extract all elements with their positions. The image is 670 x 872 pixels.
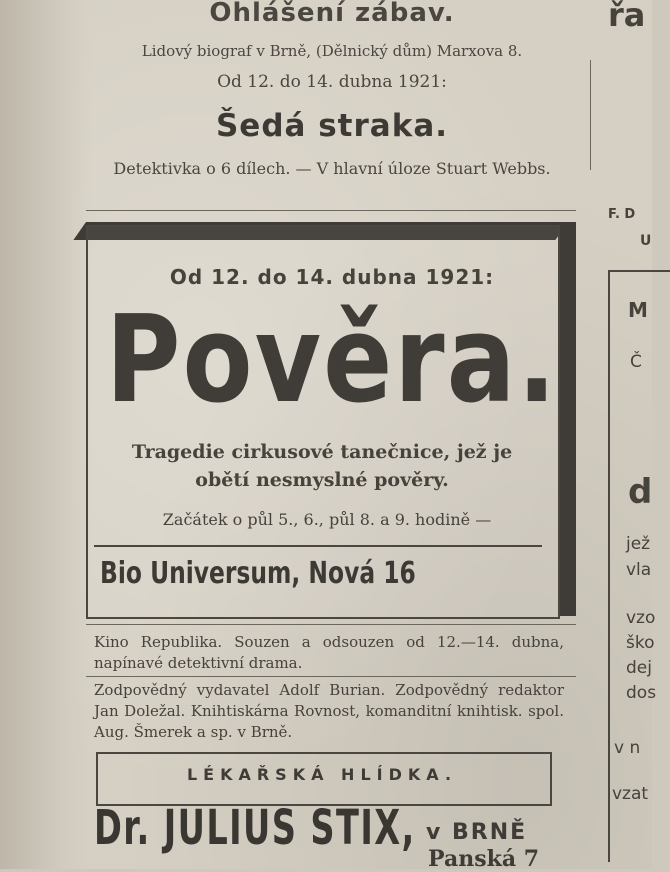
- adjacent-text: Č: [630, 352, 642, 372]
- ad-start-times: Začátek o půl 5., 6., půl 8. a 9. hodině —: [162, 510, 492, 529]
- page-fold-shadow: [0, 0, 92, 869]
- screening-dates: Od 12. do 14. dubna 1921:: [217, 72, 447, 92]
- adjacent-text: dos: [626, 683, 657, 703]
- doctor-name: Dr. JULIUS STIX,: [94, 800, 416, 856]
- divider: [86, 676, 576, 677]
- cinema-address-line: Lidový biograf v Brně, (Dělnický dům) Marxova 8.: [141, 42, 523, 60]
- ad-cinema-name: Bio Universum, Nová 16: [100, 556, 416, 591]
- kino-republika-notice: Kino Republika. Souzen a odsouzen od 12.—14. dubna, napínavé detektivní drama.: [94, 633, 564, 672]
- film-title: Šedá straka.: [215, 108, 449, 144]
- publisher-info: Zodpovědný vydavatel Adolf Burian. Zodpovědný redaktor Jan Doležal. Knihtiskárna Rovnost, komanditní knihtisk. spol. Aug. Šmerek a sp. v Brně.: [94, 681, 564, 741]
- section-title: Ohlášení zábav.: [209, 0, 455, 28]
- column-divider: [590, 60, 591, 170]
- divider: [86, 210, 576, 211]
- adjacent-text: vla: [626, 560, 652, 580]
- adjacent-text: v n: [614, 738, 641, 758]
- adjacent-column: [600, 0, 657, 869]
- adjacent-text: vzo: [626, 608, 656, 628]
- adjacent-text: dej: [626, 658, 652, 678]
- film-description: Detektivka o 6 dílech. — V hlavní úloze Stuart Webbs.: [113, 159, 551, 178]
- ad-dates: Od 12. do 14. dubna 1921:: [169, 265, 495, 289]
- adjacent-heading: řa: [608, 0, 646, 34]
- main-column: [82, 0, 582, 872]
- adjacent-text: F. D: [608, 207, 636, 222]
- ad-description: Tragedie cirkusové tanečnice, jež je obětí nesmyslné pověry.: [131, 441, 513, 491]
- medical-heading: LÉKAŘSKÁ HLÍDKA.: [186, 765, 458, 784]
- doctor-city: v BRNĚ: [426, 820, 528, 845]
- adjacent-text: ško: [626, 633, 655, 653]
- adjacent-text: jež: [626, 534, 651, 554]
- divider: [86, 624, 576, 625]
- ad-inner-divider: [94, 545, 542, 547]
- ad-film-title: Pověra.: [105, 290, 559, 431]
- adjacent-text: M: [628, 298, 648, 322]
- adjacent-text: vzat: [612, 784, 649, 804]
- adjacent-text: U: [640, 233, 652, 249]
- adjacent-text: d: [628, 472, 653, 512]
- doctor-street: Panská 7: [428, 846, 540, 872]
